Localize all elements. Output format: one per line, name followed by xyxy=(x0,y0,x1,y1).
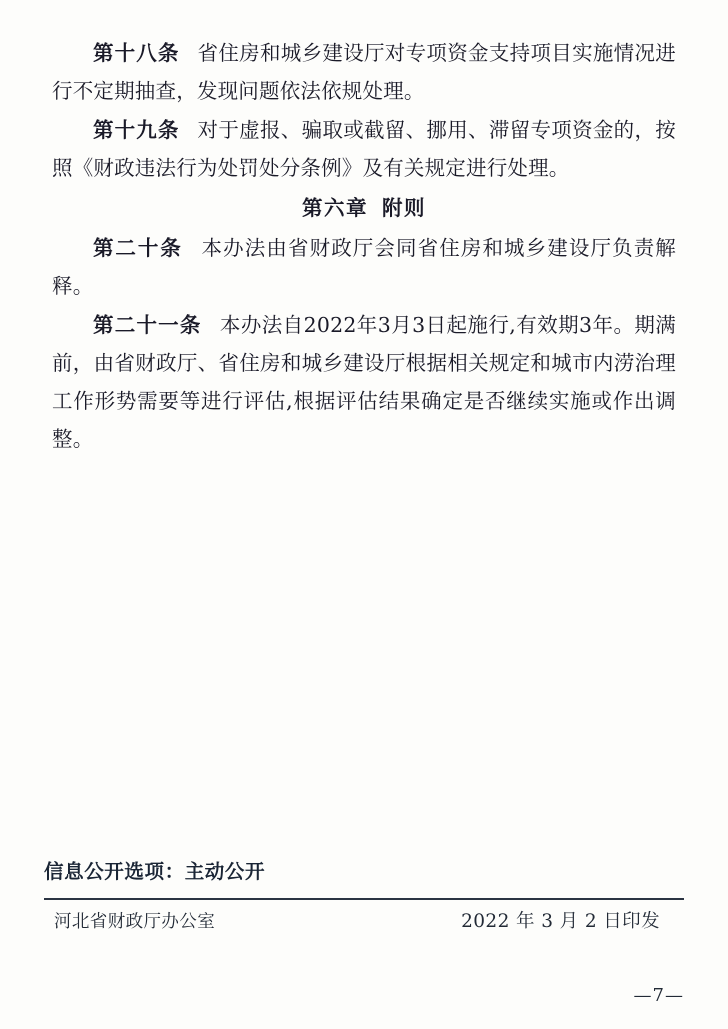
paragraph-article-21 xyxy=(52,306,676,458)
paragraph-article-19 xyxy=(52,111,676,187)
article-label-21: 第二十一条 xyxy=(93,313,202,337)
paragraph-article-20 xyxy=(52,229,676,305)
chapter-title: 附则 xyxy=(382,196,426,220)
article-text-20: 本办法由省财政厅会同省住房和城乡建设厅负责解释。 xyxy=(52,236,677,298)
article-label-18: 第十八条 xyxy=(93,41,180,65)
disclosure-option: 信息公开选项：主动公开 xyxy=(44,860,266,883)
paragraph-article-18 xyxy=(52,34,676,110)
article-label-19: 第十九条 xyxy=(93,118,180,142)
footer-row xyxy=(44,907,684,933)
footer-divider xyxy=(44,898,684,900)
chapter-heading xyxy=(52,189,676,227)
article-label-20: 第二十条 xyxy=(93,236,183,260)
issue-date: 2022 年 3 月 2 日印发 xyxy=(461,910,660,932)
document-body xyxy=(52,34,676,459)
chapter-number: 第六章 xyxy=(302,196,368,220)
document-footer xyxy=(44,856,684,933)
article-text-18: 省住房和城乡建设厅对专项资金支持项目实施情况进行不定期抽查，发现问题依法依规处理。 xyxy=(52,41,676,103)
page-number: —7— xyxy=(633,985,684,1006)
issuer-name: 河北省财政厅办公室 xyxy=(54,911,216,932)
article-text-19: 对于虚报、骗取或截留、挪用、滞留专项资金的，按照《财政违法行为处罚处分条例》及有关规定进行处理。 xyxy=(52,118,676,180)
article-text-21: 本办法自2022年3月3日起施行,有效期3年。期满前，由省财政厅、省住房和城乡建设厅根据相关规定和城市内涝治理工作形势需要等进行评估,根据评估结果确定是否继续实施或作出调整。 xyxy=(52,313,676,451)
